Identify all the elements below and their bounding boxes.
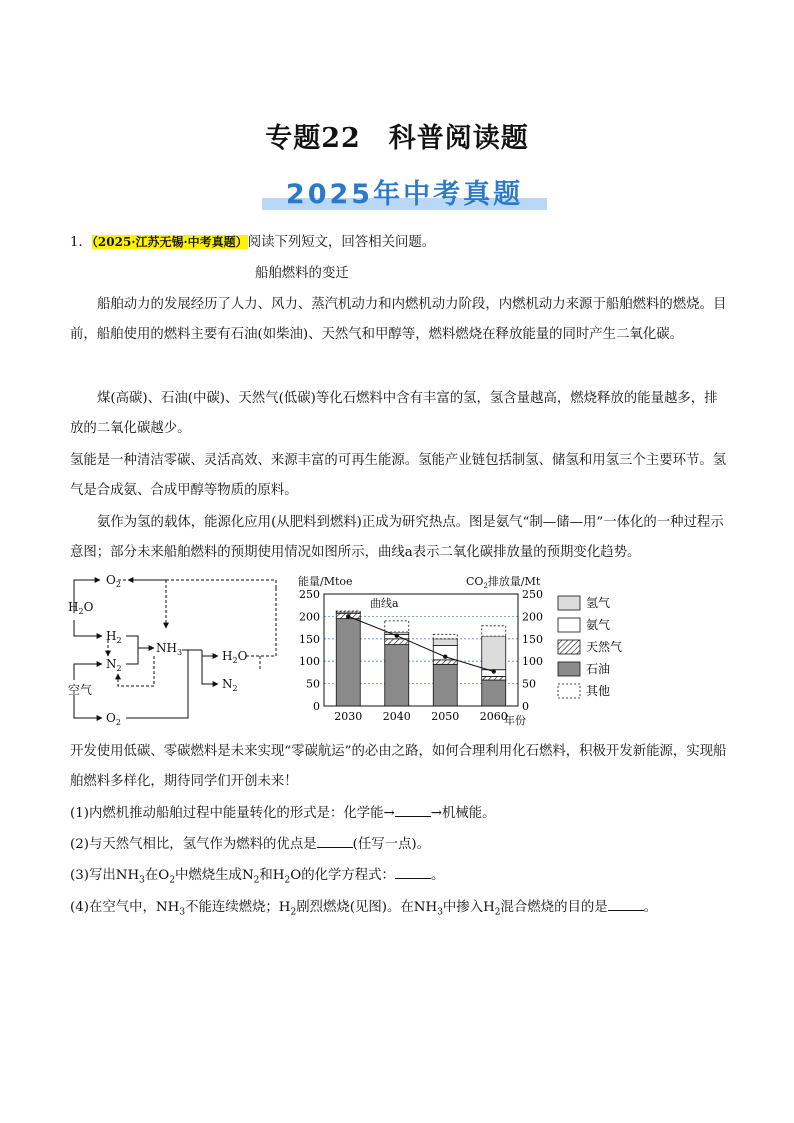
banner-text: 2025年中考真题 bbox=[285, 179, 524, 210]
answer-blank-4[interactable] bbox=[608, 898, 644, 911]
label-h2o-out: $H_2O$ bbox=[222, 649, 248, 665]
sub3-text-j: 。 bbox=[430, 868, 445, 883]
label-air: 空气 bbox=[68, 683, 93, 697]
legend-swatch-其他 bbox=[558, 684, 580, 698]
section-banner bbox=[262, 172, 547, 212]
y-tick-right: 0 bbox=[522, 700, 529, 713]
answer-blank-3[interactable] bbox=[395, 866, 431, 879]
bar-segment-天然气 bbox=[433, 660, 457, 664]
legend-swatch-氢气 bbox=[558, 596, 580, 610]
sub-question-3 bbox=[70, 861, 730, 896]
source-highlight: （2025·江苏无锡·中考真题） bbox=[91, 235, 248, 249]
bar-segment-石油 bbox=[385, 645, 409, 706]
chart-ylabel-right: $CO_2$排放量/Mt bbox=[466, 575, 541, 590]
sub4-sub-f: 3 bbox=[437, 907, 443, 918]
sub3-sub-d: 2 bbox=[169, 875, 175, 886]
curve-a-point bbox=[492, 669, 496, 673]
legend-label-氨气: 氨气 bbox=[586, 618, 611, 632]
paragraph-2: 煤(高碳)、石油(中碳)、天然气(低碳)等化石燃料中含有丰富的氢，氢含量越高，燃烧释放的能量越多，排放的二氧化碳越少。 bbox=[70, 391, 718, 436]
ammonia-process-diagram bbox=[68, 570, 293, 730]
legend-label-天然气: 天然气 bbox=[586, 640, 623, 654]
bar-segment-其他 bbox=[482, 626, 506, 636]
label-o2-bottom: $O_2$ bbox=[106, 711, 121, 727]
sub4-text-a: (4)在空气中，NH bbox=[70, 900, 180, 915]
sub3-text-c: 在O bbox=[144, 868, 170, 883]
bar-segment-天然气 bbox=[482, 676, 506, 680]
sub1-tail: →机械能。 bbox=[430, 806, 496, 821]
legend-label-石油: 石油 bbox=[586, 662, 611, 676]
sub3-text-g: 和H bbox=[259, 868, 285, 883]
sub2-text: (2)与天然气相比，氢气作为燃料的优点是 bbox=[70, 837, 317, 852]
sub4-text-c: 不能连续燃烧；H bbox=[185, 900, 291, 915]
sub4-text-e: 剧烈燃烧(见图)。在NH bbox=[296, 900, 438, 915]
label-o2-top: $O_2$ bbox=[106, 573, 121, 589]
answer-blank-1[interactable] bbox=[395, 804, 431, 817]
curve-a-line bbox=[348, 616, 494, 671]
question-1-stem bbox=[70, 227, 730, 258]
curve-a-point bbox=[443, 655, 447, 659]
label-h2o: $H_2O$ bbox=[68, 600, 94, 616]
paragraph-5: 开发使用低碳、零碳燃料是未来实现“零碳航运”的必由之路，如何合理利用化石燃料，积极开发新能源，实现船舶燃料多样化，期待同学们开创未来！ bbox=[70, 744, 727, 789]
question-number: 1． bbox=[70, 235, 92, 250]
label-n2: $N_2$ bbox=[106, 657, 122, 673]
legend-swatch-氨气 bbox=[558, 618, 580, 632]
label-h2: $H_2$ bbox=[106, 629, 122, 645]
chart-xlabel: 年份 bbox=[504, 714, 526, 727]
label-nh3: $NH_3$ bbox=[156, 641, 183, 657]
y-tick-right: 200 bbox=[522, 610, 543, 624]
sub4-sub-h: 2 bbox=[494, 907, 501, 918]
y-tick-right: 100 bbox=[522, 655, 543, 669]
y-tick-right: 150 bbox=[522, 632, 543, 646]
answer-blank-2[interactable] bbox=[317, 835, 353, 848]
x-tick-label: 2060 bbox=[479, 710, 508, 723]
bar-segment-石油 bbox=[336, 619, 360, 706]
paragraph-3: 氢能是一种清洁零碳、灵活高效、来源丰富的可再生能源。氢能产业链包括制氢、储氢和用氢三个主要环节。氢气是合成氨、合成甲醇等物质的原料。 bbox=[70, 453, 727, 498]
legend-label-其他: 其他 bbox=[586, 684, 611, 698]
fuel-usage-chart bbox=[296, 572, 646, 727]
y-tick-left: 250 bbox=[299, 588, 320, 601]
sub3-text-i: O的化学方程式： bbox=[290, 868, 395, 883]
sub4-sub-d: 2 bbox=[290, 907, 297, 918]
paragraph-4: 氨作为氢的载体，能源化应用(从肥料到燃料)正成为研究热点。图是氨气“制—储—用”一体化的一种过程示意图；部分未来船舶燃料的预期使用情况如图所示，曲线a表示二氧化碳排放量的预期变化趋势。 bbox=[70, 515, 724, 560]
sub3-sub-b: 3 bbox=[139, 875, 145, 886]
question-intro: 阅读下列短文，回答相关问题。 bbox=[247, 235, 436, 250]
x-tick-label: 2040 bbox=[382, 710, 411, 723]
curve-a-point bbox=[346, 614, 350, 618]
sub3-text-a: (3)写出NH bbox=[70, 868, 140, 883]
bar-segment-氢气 bbox=[433, 639, 457, 646]
sub4-text-g: 中掺入H bbox=[442, 900, 495, 915]
x-tick-label: 2030 bbox=[334, 710, 363, 723]
y-tick-left: 50 bbox=[306, 677, 320, 691]
y-tick-left: 100 bbox=[299, 655, 320, 669]
article-title: 船舶燃料的变迁 bbox=[255, 266, 349, 281]
legend-label-氢气: 氢气 bbox=[586, 596, 611, 610]
y-tick-left: 200 bbox=[299, 610, 320, 624]
bar-segment-其他 bbox=[336, 611, 360, 612]
sub4-text-i: 混合燃烧的目的是 bbox=[500, 900, 608, 915]
legend-swatch-石油 bbox=[558, 662, 580, 676]
sub-question-1 bbox=[70, 799, 730, 829]
chart-ylabel-left: 能量/Mtoe bbox=[298, 575, 353, 588]
bar-segment-其他 bbox=[433, 634, 457, 638]
sub-question-4 bbox=[70, 893, 730, 928]
bar-segment-其他 bbox=[385, 621, 409, 632]
label-n2-out: $N_2$ bbox=[222, 677, 238, 693]
curve-label: 曲线a bbox=[370, 597, 399, 610]
y-tick-left: 150 bbox=[299, 632, 320, 646]
paragraph-1: 船舶动力的发展经历了人力、风力、蒸汽机动力和内燃机动力阶段，内燃机动力来源于船舶燃料的燃烧。目前，船舶使用的燃料主要有石油(如柴油)、天然气和甲醇等，燃料燃烧在释放能量的同时产生二氧化碳。 bbox=[70, 297, 727, 342]
legend-swatch-天然气 bbox=[558, 640, 580, 654]
sub4-sub-b: 3 bbox=[179, 907, 186, 918]
y-tick-left: 0 bbox=[313, 700, 320, 713]
bar-segment-石油 bbox=[433, 664, 457, 706]
sub3-text-e: 中燃烧生成N bbox=[175, 868, 254, 883]
curve-a-point bbox=[395, 633, 399, 637]
sub4-text-j: 。 bbox=[643, 900, 658, 915]
sub2-tail: (任写一点)。 bbox=[352, 837, 431, 852]
page-title: 专题22 科普阅读题 bbox=[265, 123, 529, 154]
bar-segment-石油 bbox=[482, 680, 506, 706]
sub1-text: (1)内燃机推动船舶过程中能量转化的形式是：化学能→ bbox=[70, 806, 395, 821]
sub-question-2 bbox=[70, 830, 730, 860]
sub3-sub-f: 2 bbox=[253, 875, 260, 886]
bar-segment-氢气 bbox=[482, 636, 506, 670]
y-tick-right: 250 bbox=[522, 588, 543, 601]
x-tick-label: 2050 bbox=[431, 710, 460, 723]
y-tick-right: 50 bbox=[522, 677, 536, 691]
sub3-sub-h: 2 bbox=[284, 875, 291, 886]
